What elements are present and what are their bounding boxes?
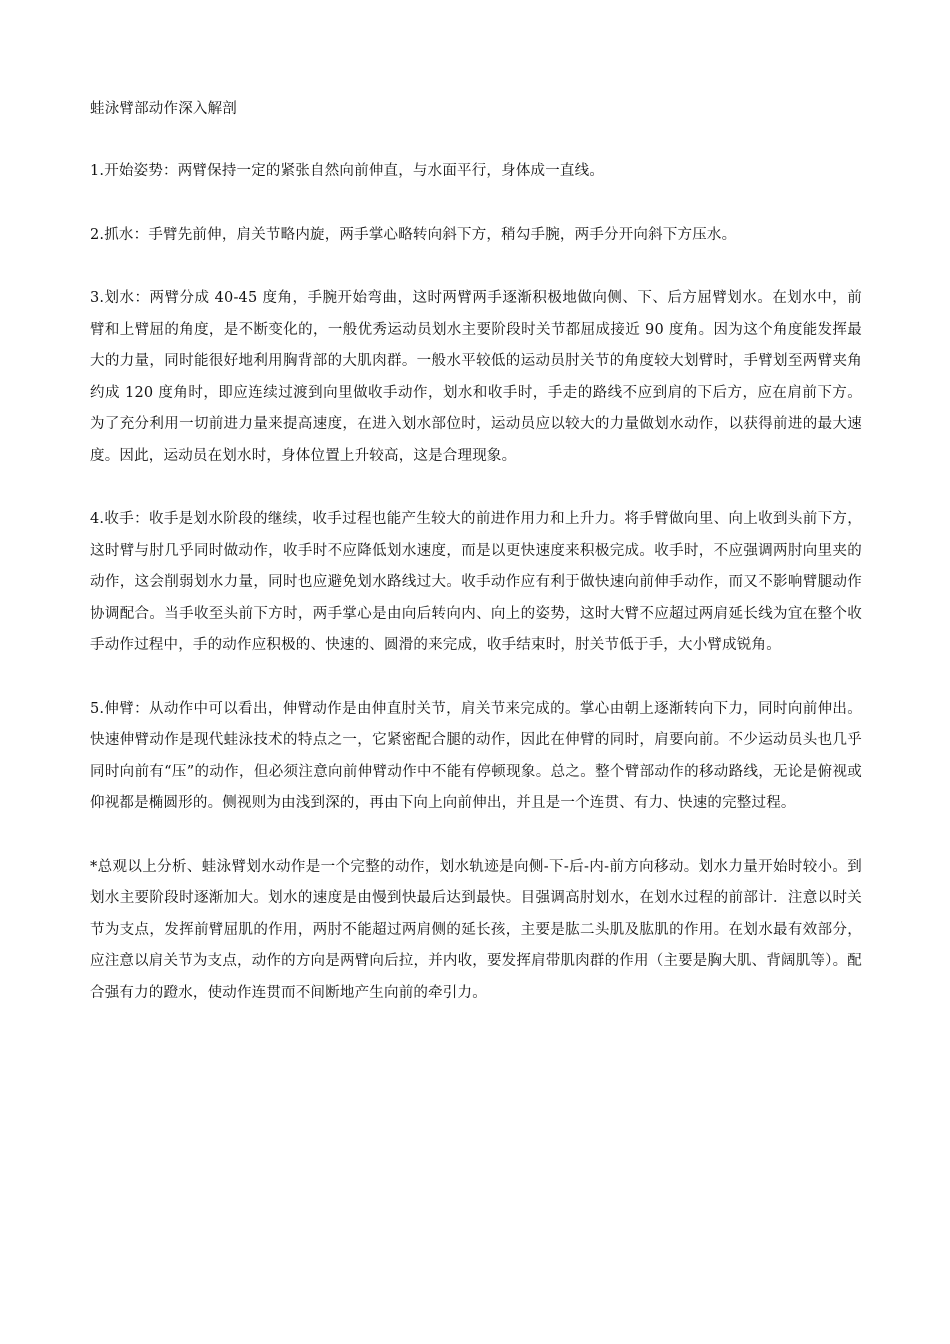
paragraph-arm-extension: 5.伸臂：从动作中可以看出，伸臂动作是由伸直肘关节，肩关节来完成的。掌心由朝上逐渐转向下力，同时向前伸出。快速伸臂动作是现代蛙泳技术的特点之一，它紧密配合腿的动作，因此在伸臂的同时，肩要向前。不少运动员头也几乎同时向前有“压”的动作，但必须注意向前伸臂动作中不能有停顿现象。总之。整个臂部动作的移动路线，无论是俯视或仰视都是椭圆形的。侧视则为由浅到深的，再由下向上向前伸出，并且是一个连贯、有力、快速的完整过程。 bbox=[90, 700, 862, 811]
paragraph-catch: 2.抓水：手臂先前伸，肩关节略内旋，两手掌心略转向斜下方，稍勾手腕，两手分开向斜下方压水。 bbox=[90, 226, 737, 243]
paragraph-pull: 3.划水：两臂分成 40-45 度角，手腕开始弯曲，这时两臂两手逐渐积极地做向侧、下、后方屈臂划水。在划水中，前臂和上臂屈的角度，是不断变化的，一般优秀运动员划水主要阶段时关节都屈成接近 90 度角。因为这个角度能发挥最大的力量，同时能很好地利用胸背部的大肌肉群。一般水平较低的运动员肘关节的角度较大划臂时，手臂划至两臂夹角约成 120 度角时，即应连续过渡到向里做收手动作，划水和收手时，手走的路线不应到肩的下后方，应在肩前下方。为了充分利用一切前进力量来提高速度，在进入划水部位时，运动员应以较大的力量做划水动作，以获得前进的最大速度。因此，运动员在划水时，身体位置上升较高，这是合理现象。 bbox=[90, 290, 862, 464]
paragraph-recovery-in: 4.收手：收手是划水阶段的继续，收手过程也能产生较大的前进作用力和上升力。将手臂做向里、向上收到头前下方，这时臂与肘几乎同时做动作，收手时不应降低划水速度，而是以更快速度来积极完成。收手时，不应强调两肘向里夹的动作，这会削弱划水力量，同时也应避免划水路线过大。收手动作应有利于做快速向前伸手动作，而又不影响臂腿动作协调配合。当手收至头前下方时，两手掌心是由向后转向内、向上的姿势，这时大臂不应超过两肩延长线为宜在整个收手动作过程中，手的动作应积极的、快速的、圆滑的来完成，收手结束时，肘关节低于手，大小臂成锐角。 bbox=[90, 511, 862, 653]
document-body bbox=[90, 95, 862, 1039]
paragraph-start-posture: 1.开始姿势：两臂保持一定的紧张自然向前伸直，与水面平行，身体成一直线。 bbox=[90, 163, 605, 179]
paragraph-summary: *总观以上分析、蛙泳臂划水动作是一个完整的动作，划水轨迹是向侧-下-后-内-前方向移动。划水力量开始时较小。到划水主要阶段时逐渐加大。划水的速度是由慢到快最后达到最快。目强调高肘划水，在划水过程的前部计．注意以时关节为支点，发挥前臂屈肌的作用，两肘不能超过两肩侧的延长孩，主要是肱二头肌及肱肌的作用。在划水最有效部分，应注意以肩关节为支点，动作的方向是两臂向后拉，并内收，要发挥肩带肌肉群的作用（主要是胸大肌、背阔肌等）。配合强有力的蹬水，使动作连贯而不间断地产生向前的牵引力。 bbox=[90, 858, 862, 1001]
document-title: 蛙泳臂部动作深入解剖 bbox=[90, 101, 237, 117]
